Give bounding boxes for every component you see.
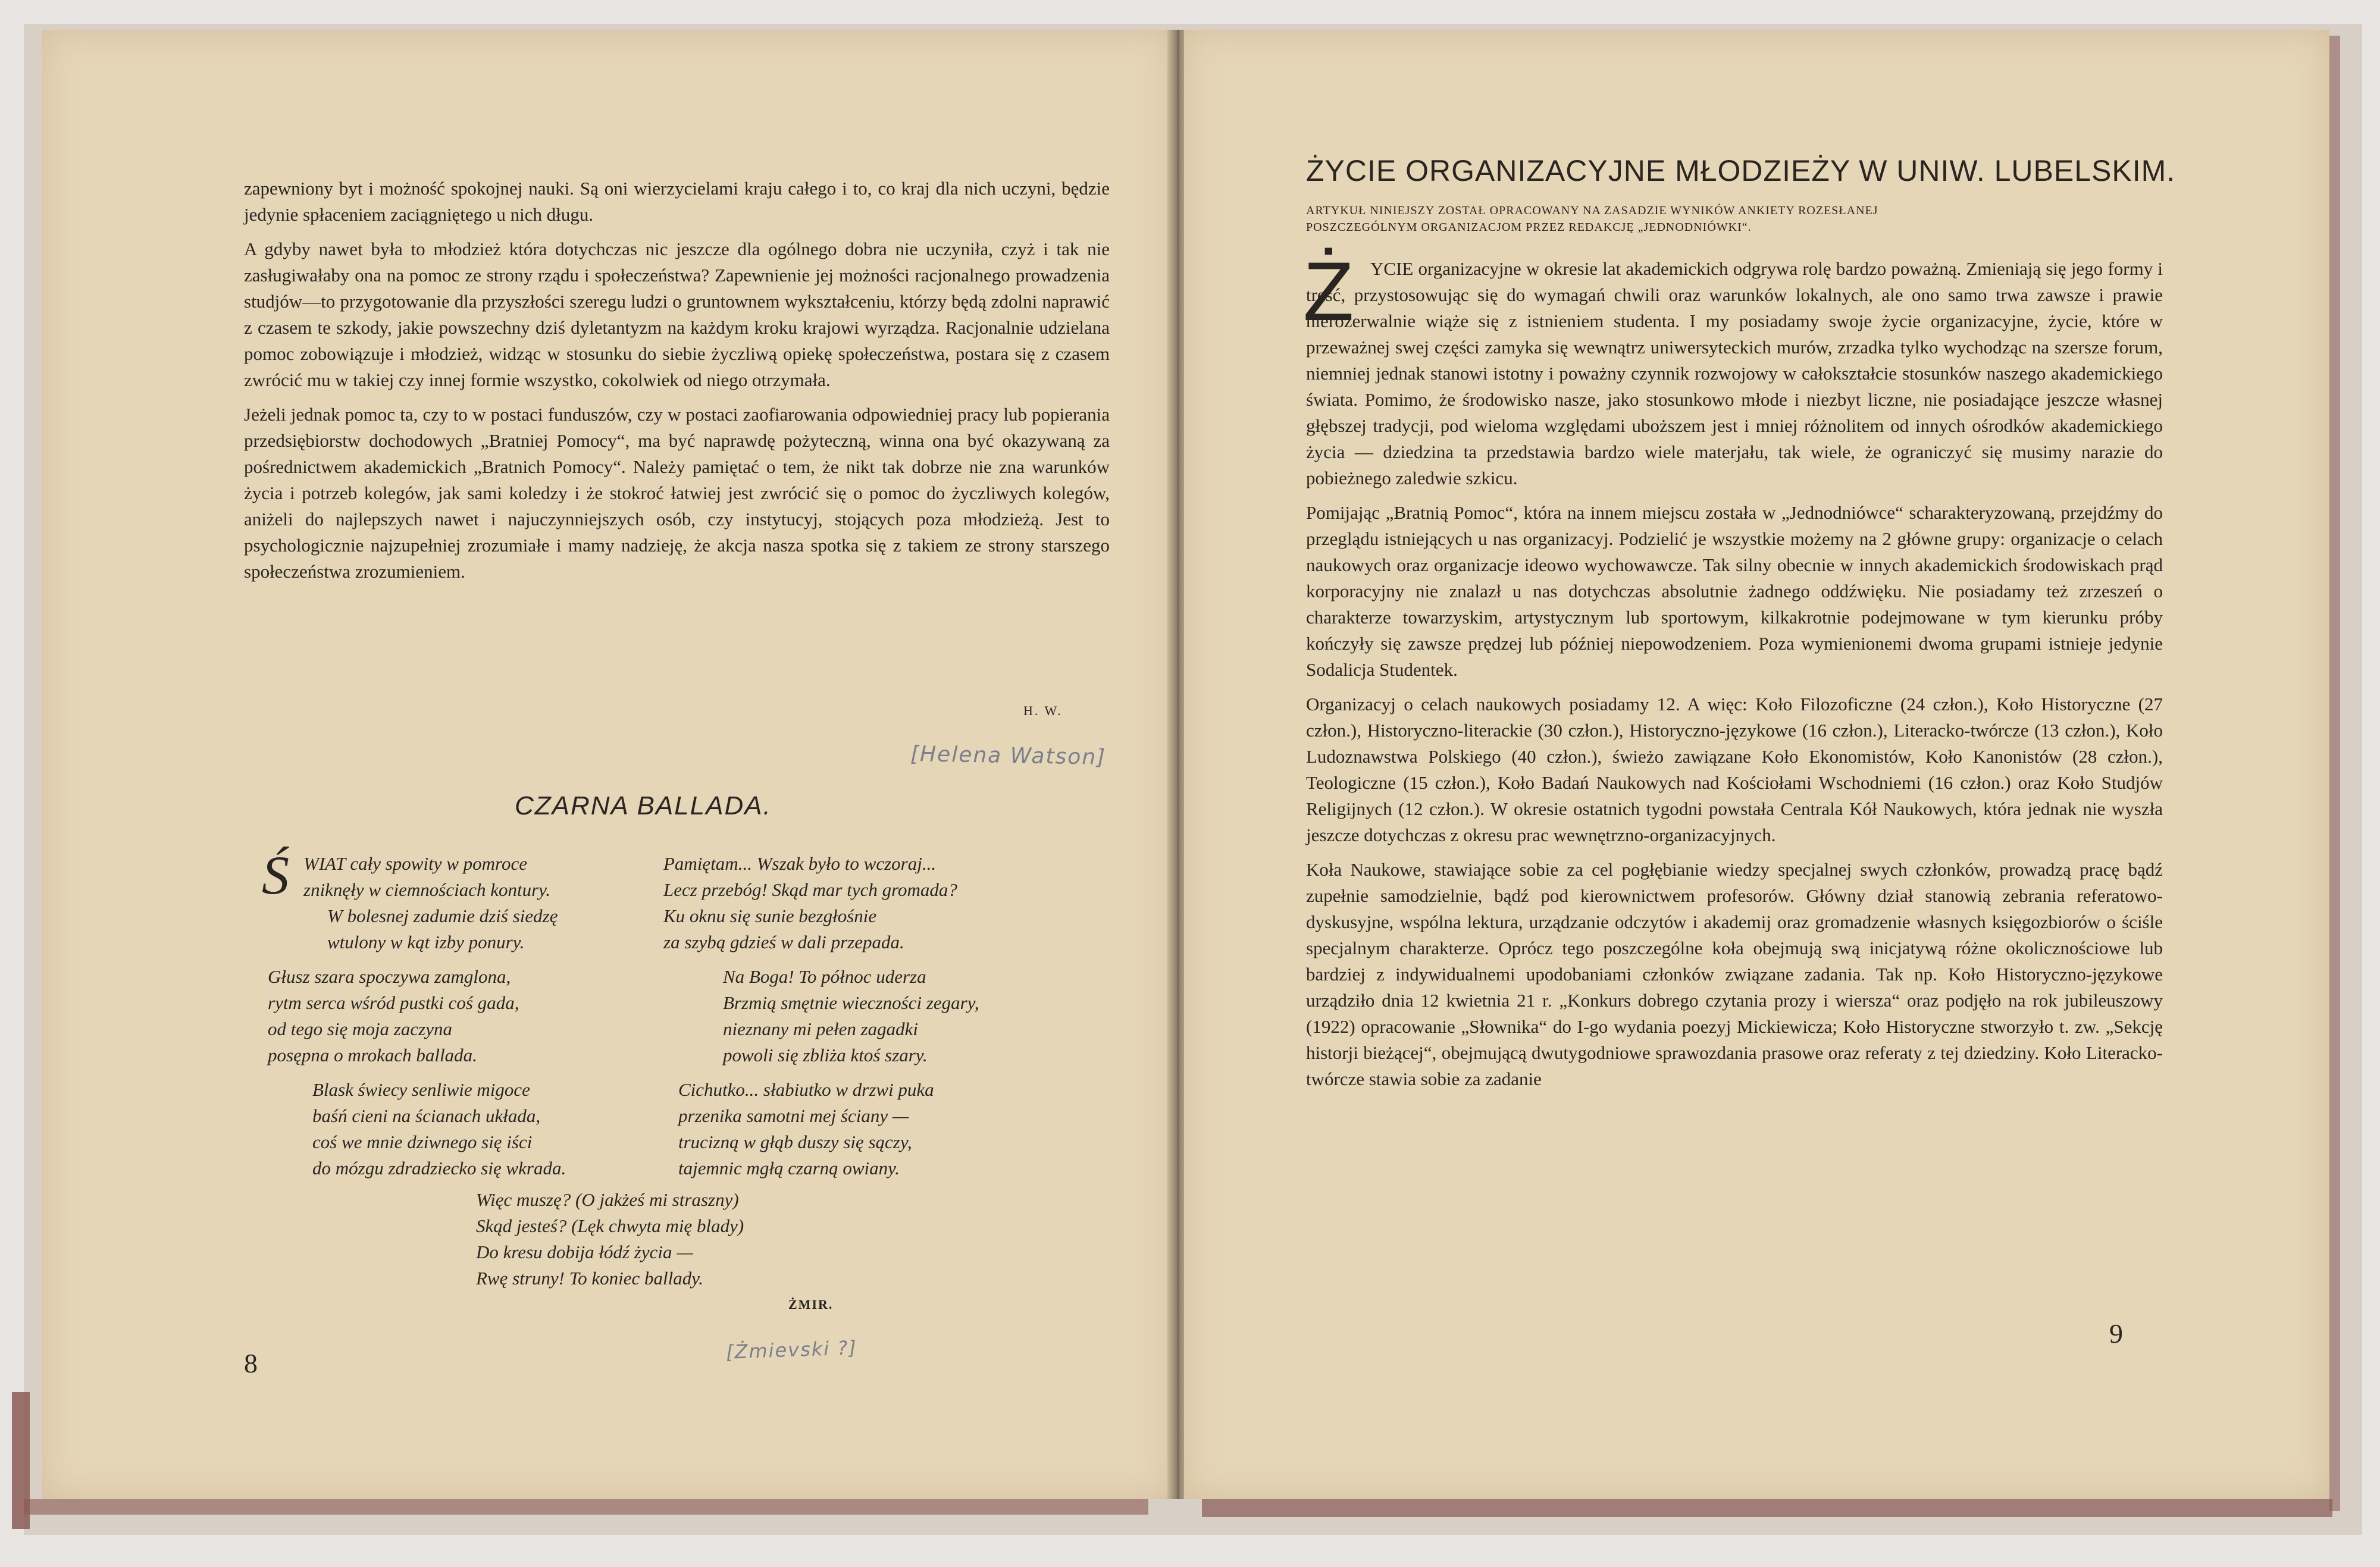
handwritten-attribution: [Helena Watson] — [910, 742, 1107, 770]
page-number-right: 9 — [2109, 1318, 2123, 1349]
poem-stanza-3 — [268, 964, 519, 1068]
paper-stain — [24, 1499, 1148, 1515]
poem-dropcap: Ś — [262, 845, 289, 905]
right-article-text — [1306, 256, 2163, 1101]
poem-line: Rwę struny! To koniec ballady. — [476, 1268, 704, 1289]
left-article-text — [244, 175, 1110, 593]
poem-line: wtulony w kąt izby ponury. — [327, 932, 525, 952]
poem-stanza-5 — [312, 1077, 566, 1181]
paper-stain — [2329, 36, 2340, 1511]
poem-stanza-2 — [663, 851, 957, 955]
handwritten-author-note: [Żmievski ?] — [725, 1336, 858, 1364]
right-paragraph-4: Koła Naukowe, stawiające sobie za cel pogłębianie wiedzy specjalnej swych członków, prowadzą pracę bądź zupełnie samodzielnie, bądź pod kierownictwem profesorów. Główny dział stanowią zebrania referatowo-dyskusyjne, wspólna lektura, urządzanie odczytów i akademij oraz gromadzenie własnych księgozbiorów o ściśle specjalnym charakterze. Oprócz tego poszczególne koła obejmują swą inicjatywą różne okolicznościowe lub bardziej z indywidualnemi upodobaniami członków związane zadania. Tak np. Koło Historyczno-językowe urządziło dnia 12 kwietnia 21 r. „Konkurs dobrego czytania prozy i wiersza“ oraz podjęło na rok jubileuszowy (1922) opracowanie „Słownika“ do I-go wydania poezyj Mickiewicza; Koło Historyczne stworzyło t. zw. „Sekcję historji bieżącej“, obejmującą dwutygodniowe sprawozdania prasowe oraz referaty z tej dziedziny. Koło Literacko-twórcze stawia sobie za zadanie — [1306, 859, 2163, 1089]
article-dropcap: Ż — [1303, 245, 1354, 338]
article-signature: H. W. — [1023, 703, 1063, 718]
paper-stain — [1202, 1499, 2332, 1517]
article-subtitle-2: POSZCZEGÓLNYM ORGANIZACJOM PRZEZ REDAKCJĘ „JEDNODNIÓWKI“. — [1306, 221, 1752, 234]
poem-line: Głusz szara spoczywa zamglona, — [268, 966, 511, 987]
poem-line: W bolesnej zadumie dziś siedzę — [327, 905, 558, 926]
right-paragraph-2: Pomijając „Bratnią Pomoc“, która na innem miejscu została w „Jednodniówce“ scharakteryzowaną, przejdźmy do przeglądu istniejących u nas organizacyj. Podzielić je wszystkie możemy na 2 główne grupy: organizacje o celach naukowych oraz organizacje ideowo wychowawcze. Tak silny obecnie w innych akademickich środowiskach prąd korporacyjny nie znalazł u nas dotychczas absolutnie żadnego oddźwięku. Nie posiadamy też zrzeszeń o charakterze towarzyskim, artystycznym lub sportowym, kilkakrotnie podejmowane w tym kierunku próby kończyły się zawsze prędzej lub później niepowodzeniem. Poza wymienionemi dwoma grupami istnieje jedynie Sodalicja Studentek. — [1306, 502, 2163, 680]
left-paragraph-3: Jeżeli jednak pomoc ta, czy to w postaci funduszów, czy w postaci zaofiarowania odpowiedniej pracy lub popierania przedsiębiorstw dochodowych „Bratniej Pomocy“, ma być naprawdę pożyteczną, winna ona być okazywaną za pośrednictwem akademickich „Bratnich Pomocy“. Należy pamiętać o tem, że nikt tak dobrze nie zna warunków życia i potrzeb kolegów, jak sami koledzy i że stokroć łatwiej jest zwrócić się o pomoc do życzliwych kolegów, aniżeli do najlepszych nawet i najuczynniejszych osób, czy instytucyj, stojących poza młodzieżą. Jest to psychologicznie najzupełniej zrozumiałe i mamy nadzieję, że akcja nasza spotka się z takiem ze strony starszego społeczeństwa zrozumieniem. — [244, 404, 1110, 582]
poem-line: przenika samotni mej ściany — — [678, 1105, 909, 1126]
poem-stanza-4 — [723, 964, 979, 1068]
poem-line: posępna o mrokach ballada. — [268, 1045, 477, 1065]
poem-stanza-1 — [303, 851, 558, 955]
poem-line: Lecz przebóg! Skąd mar tych gromada? — [663, 879, 957, 900]
article-title: ŻYCIE ORGANIZACYJNE MŁODZIEŻY W UNIW. LUBELSKIM. — [1306, 154, 2176, 187]
poem-line: Ku oknu się sunie bezgłośnie — [663, 905, 877, 926]
poem-line: rytm serca wśród pustki coś gada, — [268, 992, 519, 1013]
poem-line: trucizną w głąb duszy się sączy, — [678, 1132, 912, 1152]
poem-line: zniknęły w ciemnościach kontury. — [303, 879, 550, 900]
right-paragraph-3: Organizacyj o celach naukowych posiadamy 12. A więc: Koło Filozoficzne (24 człon.), Koło Historyczne (27 człon.), Historyczno-literackie (30 człon.), Historyczno-językowe (16 człon.), Literacko-twórcze (13 człon.), Koło Ludoznawstwa Polskiego (40 człon.), świeżo zawiązane Koło Ekonomistów, Koło Kanonistów (28 człon.), Teologiczne (15 człon.), Koło Badań Naukowych nad Kościołami Wschodniemi (16 człon.) oraz Koło Studjów Religijnych (12 człon.). W okresie ostatnich tygodni powstała Centrala Kół Naukowych, która jednak nie wyszła jeszcze dotychczas z okresu prac wewnętrzno-organizacyjnych. — [1306, 694, 2163, 845]
right-paragraph-1: YCIE organizacyjne w okresie lat akademickich odgrywa rolę bardzo poważną. Zmieniają się jego formy i treść, przystosowując się do wymagań chwili oraz warunków lokalnych, ale ono samo trwa zawsze i prawie nierozerwalnie wiąże się z istnieniem studenta. I my posiadamy swoje życie organizacyjne, życie, które w przeważnej swej części zamyka się wewnątrz uniwersyteckich murów, zrzadka tylko wychodząc na szersze forum, niemniej jednak stanowi istotny i poważny czynnik rozwojowy w całokształcie stosunków naszego akademickiego świata. Pomimo, że środowisko nasze, jako stosunkowo młode i niezbyt liczne, nie posiadające jeszcze własnej głębszej tradycji, pod wieloma względami uboższem jest i mniej różnolitem od innych ośrodków akademickiego życia — dziedzina ta przedstawia bardzo wiele materjału, tak wiele, że ograniczyć się musimy narazie do pobieżnego zaledwie szkicu. — [1306, 258, 2163, 488]
left-page — [42, 30, 1172, 1499]
poem-line: coś we mnie dziwnego się iści — [312, 1132, 533, 1152]
poem-line: WIAT cały spowity w pomroce — [303, 853, 527, 874]
left-paragraph-1: zapewniony byt i możność spokojnej nauki. Są oni wierzycielami kraju całego i to, co kraj dla nich uczyni, będzie jedynie spłaceniem zaciągniętego u nich długu. — [244, 178, 1110, 225]
poem-line: Cichutko... słabiutko w drzwi puka — [678, 1079, 934, 1100]
poem-line: baśń cieni na ścianach układa, — [312, 1105, 541, 1126]
poem-line: Blask świecy senliwie migoce — [312, 1079, 530, 1100]
poem-stanza-7 — [476, 1187, 744, 1292]
poem-line: Na Boga! To północ uderza — [723, 966, 926, 987]
poem-title: CZARNA BALLADA. — [515, 791, 772, 820]
poem-author: ŻMIR. — [788, 1297, 834, 1312]
poem-stanza-6 — [678, 1077, 934, 1181]
poem-line: od tego się moja zaczyna — [268, 1018, 452, 1039]
page-number-left: 8 — [244, 1348, 258, 1378]
left-paragraph-2: A gdyby nawet była to młodzież która dotychczas nic jeszcze dla ogólnego dobra nie uczyniła, czyż i tak nie zasługiwałaby ona na pomoc ze strony rządu i społeczeństwa? Zapewnienie jej możności racjonalnego prowadzenia studjów—to przygotowanie dla przyszłości szeregu ludzi o gruntownem wykształceniu, którzy będą zdolni naprawić z czasem te szkody, jakie powszechny dziś dyletantyzm na każdym kroku krajowi wyrządza. Racjonalnie udzielana pomoc zobowiązuje i młodzież, widząc w stosunku do siebie życzliwą opiekę społeczeństwa, postara się z czasem zwrócić mu w takiej czy innej formie wszystko, cokolwiek od niego otrzymała. — [244, 239, 1110, 390]
poem-line: tajemnic mgłą czarną owiany. — [678, 1158, 900, 1179]
article-subtitle-1: ARTYKUŁ NINIEJSZY ZOSTAŁ OPRACOWANY NA ZASADZIE WYNIKÓW ANKIETY ROZESŁANEJ — [1306, 204, 1878, 217]
right-page — [1184, 30, 2329, 1499]
poem-line: do mózgu zdradziecko się wkrada. — [312, 1158, 566, 1179]
poem-line: Skąd jesteś? (Lęk chwyta mię blady) — [476, 1215, 744, 1236]
poem-line: Więc muszę? (O jakżeś mi straszny) — [476, 1189, 739, 1210]
poem-line: za szybą gdzieś w dali przepada. — [663, 932, 904, 952]
poem-line: powoli się zbliża ktoś szary. — [723, 1045, 928, 1065]
poem-line: Pamiętam... Wszak było to wczoraj... — [663, 853, 937, 874]
poem-line: nieznany mi pełen zagadki — [723, 1018, 919, 1039]
poem-line: Do kresu dobija łódź życia — — [476, 1242, 693, 1262]
poem-line: Brzmią smętnie wieczności zegary, — [723, 992, 979, 1013]
